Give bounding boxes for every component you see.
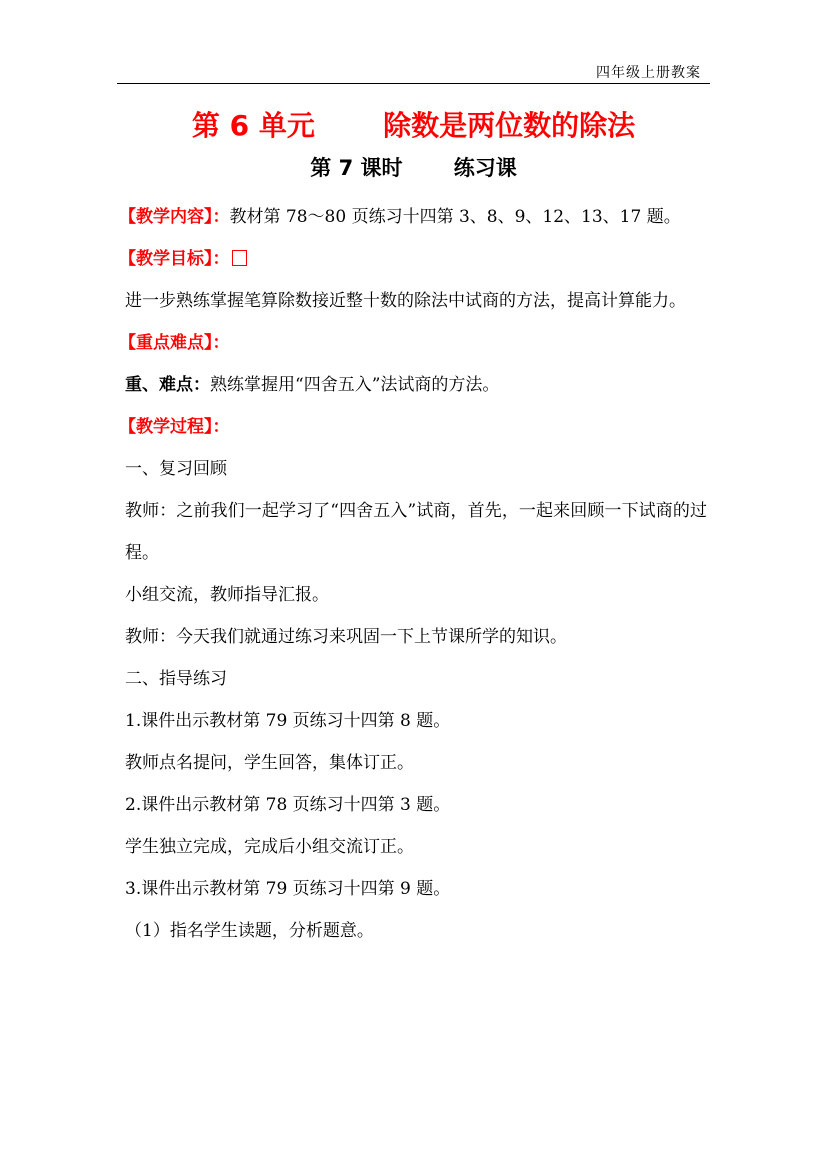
objectives <box>119 238 707 280</box>
teaching-content-text: 教材第 78～80 页练习十四第 3、8、9、12、13、17 题。 <box>229 207 681 227</box>
paragraph: 学生独立完成，完成后小组交流订正。 <box>125 837 414 857</box>
objectives-text: 进一步熟练掌握笔算除数接近整十数的除法中试商的方法，提高计算能力。 <box>125 291 686 311</box>
lesson-subtitle <box>0 152 827 182</box>
key-points-detail <box>125 364 707 406</box>
process <box>119 406 707 448</box>
key-points-prefix: 重、难点： <box>125 375 210 395</box>
checkbox-icon <box>232 250 247 266</box>
paragraph: 教师点名提问，学生回答，集体订正。 <box>125 753 414 773</box>
paragraph: （1）指名学生读题，分析题意。 <box>125 921 374 941</box>
paragraph: 教师：之前我们一起学习了“四舍五入”试商，首先，一起来回顾一下试商的过程。 <box>125 501 707 563</box>
paragraph: 2.课件出示教材第 78 页练习十四第 3 题。 <box>125 795 451 815</box>
paragraph: 小组交流，教师指导汇报。 <box>125 585 329 605</box>
paragraph: 一、复习回顾 <box>125 459 227 479</box>
paragraph: 1.课件出示教材第 79 页练习十四第 8 题。 <box>125 711 451 731</box>
teaching-content <box>119 196 707 238</box>
lesson-name: 练习课 <box>453 156 517 180</box>
objectives-heading: 【教学目标】： <box>119 249 230 269</box>
teaching-content-heading: 【教学内容】： <box>119 207 230 227</box>
page-title <box>0 104 827 144</box>
unit-label: 第 6 单元 <box>191 109 315 142</box>
key-points-text: 熟练掌握用“四舍五入”法试商的方法。 <box>210 375 500 395</box>
paragraph: 二、指导练习 <box>125 669 227 689</box>
unit-topic: 除数是两位数的除法 <box>383 109 636 142</box>
header-divider <box>117 83 710 84</box>
key-points <box>119 322 707 364</box>
header-label: 四年级上册教案 <box>596 65 701 81</box>
process-heading: 【教学过程】： <box>119 417 230 437</box>
paragraph: 3.课件出示教材第 79 页练习十四第 9 题。 <box>125 879 451 899</box>
paragraph: 教师：今天我们就通过练习来巩固一下上节课所学的知识。 <box>125 627 567 647</box>
lesson-number: 第 7 课时 <box>310 156 403 180</box>
lesson-content <box>119 196 707 952</box>
key-points-heading: 【重点难点】： <box>119 333 230 353</box>
